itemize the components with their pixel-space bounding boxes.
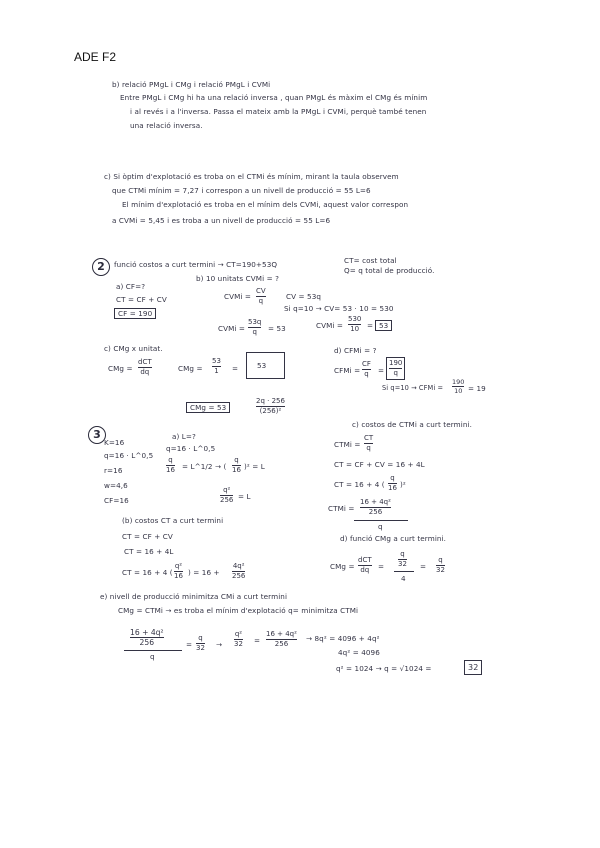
ex2-c-cmg-label-2: CMg = xyxy=(178,364,203,373)
ex3-c-title: c) costos de CTMi a curt termini. xyxy=(352,420,472,429)
ex3-d-eq1: = xyxy=(378,562,385,571)
ex2-c-title: c) CMg x unitat. xyxy=(104,344,163,353)
ex3-a-line1: q=16 · L^0,5 xyxy=(166,444,216,453)
ex3-e-line1: CMg = CTMi → es troba el mínim d'explotació q= minimitza CTMi xyxy=(118,606,359,615)
ex2-b-si: Si q=10 → CV= 53 · 10 = 530 xyxy=(284,304,394,313)
ex2-c-result-box: 53 xyxy=(246,352,285,379)
exercise-2-number: 2 xyxy=(92,258,110,276)
ex3-d-eq2: = xyxy=(420,562,427,571)
para-c-line1: c) Si òptim d'explotació es troba on el CTMi és mínim, mirant la taula observem xyxy=(104,172,399,181)
ex3-c-denominator-q: q xyxy=(378,522,383,531)
ex2-d-si: Si q=10 → CFMi = xyxy=(382,384,444,392)
ex2-b-title: b) 10 unitats CVMi = ? xyxy=(196,274,279,283)
ex2-d-frac-190-q-box: 190 q xyxy=(386,357,405,380)
ex3-e-result-line3: q² = 1024 → q = √1024 = xyxy=(336,664,432,673)
ex3-a-line4: = L xyxy=(238,492,251,501)
ex3-c-line1: CTMi = xyxy=(334,440,361,449)
ex3-k: K=16 xyxy=(104,438,125,447)
para-b-line2: i al revés i a l'inversa. Passa el mateix amb la PMgL i CVMi, perquè també tenen xyxy=(130,107,427,116)
ex2-note-q: Q= q total de producció. xyxy=(344,266,435,275)
ex3-c-main-fraction-bar xyxy=(354,520,408,521)
ex3-e-result-line1: → 8q² = 4096 + 4q² xyxy=(306,634,380,643)
ex3-a-frac-q2-256: q² 256 xyxy=(220,486,234,504)
ex3-a-title: a) L=? xyxy=(172,432,196,441)
ex3-e-frac-rhs: 16 + 4q² 256 xyxy=(266,630,297,648)
ex3-r: r=16 xyxy=(104,466,123,475)
ex2-b-cvmi-label-2: CVMi = xyxy=(218,324,246,333)
ex3-c-frac-ctmi: 16 + 4q² 256 xyxy=(360,498,391,516)
ex2-c-cmg-label: CMg = xyxy=(108,364,133,373)
ex3-b-title: (b) costos CT a curt termini xyxy=(122,516,224,525)
ex2-d-frac-190-10: 190 10 xyxy=(452,378,465,395)
para-c-line2: que CTMi mínim = 7,27 i correspon a un nivell de producció = 55 L=6 xyxy=(112,186,371,195)
ex2-d-title: d) CFMi = ? xyxy=(334,346,377,355)
document-header: ADE F2 xyxy=(74,50,117,64)
ex3-d-line1: CMg = xyxy=(330,562,355,571)
ex2-d-result: = 19 xyxy=(468,384,486,393)
ex2-b-frac-53q-q: 53q q xyxy=(248,318,262,336)
ex3-b-frac-q2-16: q² 16 xyxy=(174,562,183,580)
ex3-c-frac-q-16: q 16 xyxy=(388,474,397,492)
ex3-a-frac-q-16: q 16 xyxy=(166,456,175,474)
ex2-c-frac-dct-dq: dCT dq xyxy=(138,358,152,376)
ex2-c-eq-sign: = xyxy=(232,364,239,373)
ex3-b-line2: CT = 16 + 4L xyxy=(124,547,174,556)
ex3-e-main-fraction-bar xyxy=(124,650,182,651)
exercise-3-number: 3 xyxy=(88,426,106,444)
ex3-e-arrow: → xyxy=(216,640,223,649)
para-b-title: b) relació PMgL i CMg i relació PMgL i CVMi xyxy=(112,80,271,89)
ex3-b-line4: ) = 16 + xyxy=(188,568,220,577)
ex2-d-eq-sign: = xyxy=(378,366,385,375)
ex2-d-cfmi-label: CFMi = xyxy=(334,366,361,375)
ex2-a-title: a) CF=? xyxy=(116,282,146,291)
ex3-c-line4: CTMi = xyxy=(328,504,355,513)
ex3-a-line3: )² = L xyxy=(244,462,265,471)
para-b-line3: una relació inversa. xyxy=(130,121,203,130)
ex2-c-side-frac: 2q · 256 (256)² xyxy=(256,397,285,415)
para-c-line3: El mínim d'explotació es troba en el mínim dels CVMi, aquest valor correspon xyxy=(122,200,409,209)
ex2-b-frac-cv-q: CV q xyxy=(256,287,266,305)
ex3-e-eq: = xyxy=(186,640,193,649)
ex3-e-frac-num: 16 + 4q² 256 xyxy=(130,628,164,647)
ex3-a-line2: = L^1/2 → ( xyxy=(182,462,227,471)
ex3-c-frac-ct-q: CT q xyxy=(364,434,374,452)
ex3-d-frac-q-32-b: q 32 xyxy=(436,556,445,574)
ex2-c-frac-53-1: 53 1 xyxy=(212,357,221,375)
ex3-e-result-line2: 4q² = 4096 xyxy=(338,648,380,657)
ex2-a-eq: CT = CF + CV xyxy=(116,295,167,304)
ex2-title: funció costos a curt termini → CT=190+53Q xyxy=(114,260,278,269)
ex3-b-line3: CT = 16 + 4 ( xyxy=(122,568,173,577)
ex3-c-line3: CT = 16 + 4 ( xyxy=(334,480,385,489)
ex3-e-frac-q-32: q 32 xyxy=(196,634,205,652)
ex3-b-line1: CT = CF + CV xyxy=(122,532,173,541)
ex2-b-result-53: = 53 xyxy=(268,324,286,333)
ex3-e-denominator-q: q xyxy=(150,652,155,661)
ex2-c-cmg-box: CMg = 53 xyxy=(186,402,230,413)
ex3-e-result-box: 32 xyxy=(464,660,482,675)
ex2-note-ct: CT= cost total xyxy=(344,256,397,265)
ex3-e-title: e) nivell de producció minimitza CMi a curt termini xyxy=(100,592,288,601)
ex3-c-line3b: )² xyxy=(400,480,406,489)
ex3-d-sub-4: 4 xyxy=(401,574,406,583)
ex2-b-cvmi-label: CVMi = xyxy=(224,292,252,301)
ex2-b-frac-530-10: 530 10 xyxy=(348,315,362,333)
ex2-b-eq-sign: = xyxy=(367,321,374,330)
ex3-q: q=16 · L^0,5 xyxy=(104,451,154,460)
ex2-a-result: CF = 190 xyxy=(114,308,156,319)
ex3-d-title: d) funció CMg a curt termini. xyxy=(340,534,447,543)
ex3-cf: CF=16 xyxy=(104,496,129,505)
ex3-e-eq2: = xyxy=(254,636,261,645)
ex3-c-line2: CT = CF + CV = 16 + 4L xyxy=(334,460,425,469)
ex3-d-frac-dct-dq: dCT dq xyxy=(358,556,372,574)
ex3-b-frac-4q2-256: 4q² 256 xyxy=(232,562,246,580)
ex3-e-frac-q2-32: q² 32 xyxy=(234,630,243,648)
ex3-d-frac-q-32: q 32 xyxy=(398,550,407,568)
ex3-d-outer-bar xyxy=(394,571,414,572)
para-b-line1: Entre PMgL i CMg hi ha una relació inversa , quan PMgL és màxim el CMg és mínim xyxy=(120,93,428,102)
ex2-b-cv-eq: CV = 53q xyxy=(286,292,322,301)
ex2-b-result-box: 53 xyxy=(375,320,392,331)
para-c-line4: a CVMi = 5,45 i es troba a un nivell de producció = 55 L=6 xyxy=(112,216,331,225)
ex3-a-frac-q-16-b: q 16 xyxy=(232,456,241,474)
ex2-d-frac-cf-q: CF q xyxy=(362,360,371,378)
ex2-b-cvmi-label-3: CVMi = xyxy=(316,321,344,330)
ex3-w: w=4,6 xyxy=(104,481,128,490)
